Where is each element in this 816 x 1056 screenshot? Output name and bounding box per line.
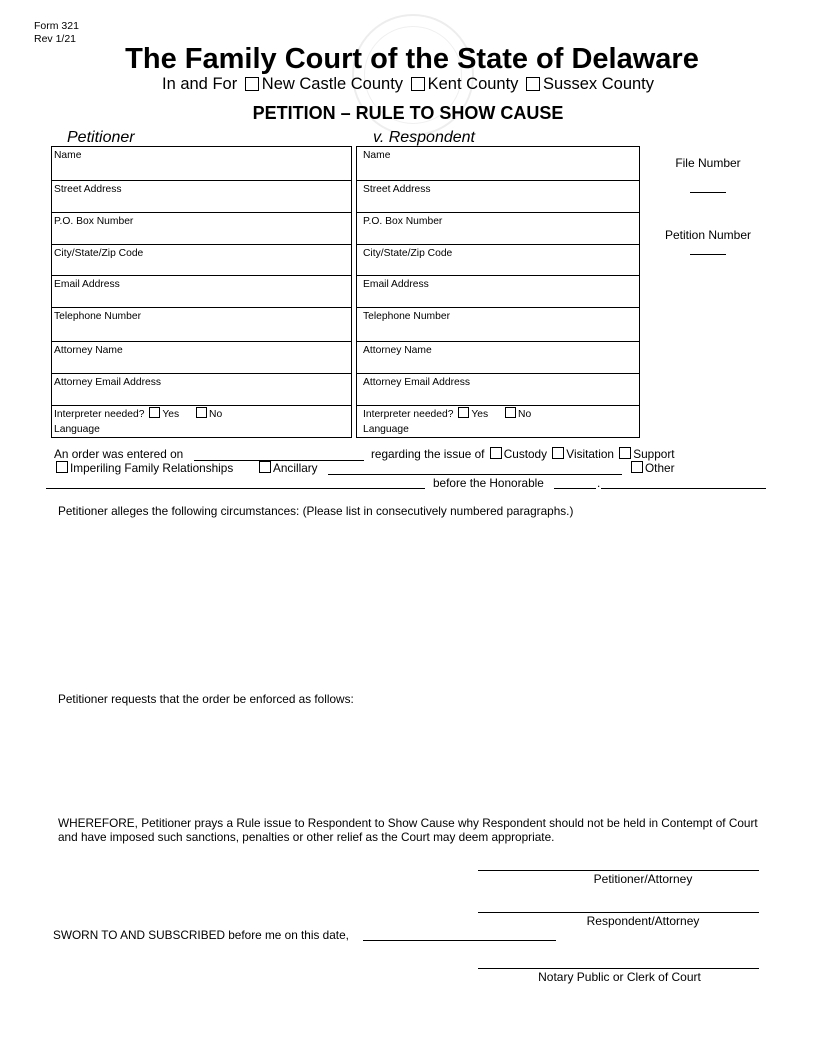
petitioner-name-field[interactable]: Name [54,150,82,161]
file-number-input[interactable] [690,192,726,193]
period: . [597,476,601,490]
respondent-info-box [356,146,640,438]
new-castle-label: New Castle County [261,75,404,93]
petitioner-interpreter-field: Interpreter needed? Yes No Language [52,405,351,437]
sworn-label: SWORN TO AND SUBSCRIBED before me on this date, [53,928,349,942]
petitioner-pobox-field[interactable]: P.O. Box Number [52,212,351,244]
kent-label: Kent County [427,75,519,93]
honorable-line-extension [601,488,766,489]
respondent-email-field[interactable]: Email Address [357,275,639,307]
requests-area[interactable] [58,710,758,806]
petitioner-street-field[interactable]: Street Address [52,180,351,212]
kent-checkbox[interactable] [411,77,425,91]
sussex-checkbox[interactable] [526,77,540,91]
allegations-area[interactable] [58,522,758,682]
imperiling-label: Imperiling Family Relationships [70,461,234,475]
imperiling-checkbox[interactable] [56,461,68,473]
custody-label: Custody [503,447,548,461]
other-checkbox[interactable] [631,461,643,473]
petitioner-heading: Petitioner [67,129,135,146]
respondent-signature-line[interactable] [478,912,759,913]
honorable-label: before the Honorable [433,476,544,490]
requests-text: Petitioner requests that the order be enforced as follows: [58,692,354,706]
wherefore-text: WHEREFORE, Petitioner prays a Rule issue to Respondent to Show Cause why Respondent should not be held in Contempt of Court and have imposed such sanctions, penalties or other relief as the Court may deem appropriate. [58,816,758,844]
ancillary-group [257,461,318,475]
respondent-name-field[interactable]: Name [363,150,391,161]
sworn-date-input[interactable] [363,940,556,941]
petitioner-interpreter-no-checkbox[interactable] [196,407,207,418]
petitioner-signature-line[interactable] [478,870,759,871]
county-prefix: In and For [161,75,238,93]
petitioner-language-field[interactable]: Language [54,424,100,435]
ancillary-checkbox[interactable] [259,461,271,473]
form-revision: Rev 1/21 [34,33,77,45]
other-group [629,461,675,475]
respondent-attorney-email-field[interactable]: Attorney Email Address [357,373,639,405]
petitioner-email-field[interactable]: Email Address [52,275,351,307]
petitioner-phone-field[interactable]: Telephone Number [52,307,351,341]
petition-title: PETITION – RULE TO SHOW CAUSE [252,103,564,123]
respondent-pobox-field[interactable]: P.O. Box Number [357,212,639,244]
respondent-language-field[interactable]: Language [363,424,409,435]
petition-number-input[interactable] [690,254,726,255]
order-issue-group [371,447,675,461]
custody-checkbox[interactable] [490,447,502,459]
form-number: Form 321 [34,20,79,32]
respondent-interpreter-no-checkbox[interactable] [505,407,516,418]
respondent-interpreter-yes-checkbox[interactable] [458,407,469,418]
new-castle-checkbox[interactable] [245,77,259,91]
file-number-label: File Number [675,156,741,170]
respondent-phone-field[interactable]: Telephone Number [357,307,639,341]
respondent-attorney-field[interactable]: Attorney Name [357,341,639,373]
support-checkbox[interactable] [619,447,631,459]
support-label: Support [633,447,675,461]
respondent-city-field[interactable]: City/State/Zip Code [357,244,639,275]
other-label: Other [645,461,675,475]
visitation-label: Visitation [566,447,614,461]
respondent-street-field[interactable]: Street Address [357,180,639,212]
petitioner-info-box [51,146,352,438]
petitioner-interpreter-yes-checkbox[interactable] [149,407,160,418]
court-title: The Family Court of the State of Delaware [125,43,699,75]
ancillary-label: Ancillary [273,461,318,475]
allegations-text: Petitioner alleges the following circumstances: (Please list in consecutively numbered paragraphs.) [58,504,574,518]
notary-signature-label: Notary Public or Clerk of Court [538,970,701,984]
ancillary-input[interactable] [328,474,622,475]
other-input[interactable] [46,488,425,489]
respondent-interpreter-field: Interpreter needed? Yes No Language [357,405,639,437]
honorable-name-input[interactable] [554,488,596,489]
petitioner-attorney-field[interactable]: Attorney Name [52,341,351,373]
respondent-signature-label: Respondent/Attorney [586,914,700,928]
county-selector [0,75,816,94]
petitioner-attorney-email-field[interactable]: Attorney Email Address [52,373,351,405]
sussex-label: Sussex County [543,75,655,93]
order-entered-label: An order was entered on [54,447,184,461]
petitioner-city-field[interactable]: City/State/Zip Code [52,244,351,275]
visitation-checkbox[interactable] [552,447,564,459]
petition-number-label: Petition Number [664,228,752,242]
imperiling-group [54,461,233,475]
respondent-heading: v. Respondent [373,129,475,146]
regarding-label: regarding the issue of [371,447,485,461]
petitioner-signature-label: Petitioner/Attorney [593,872,693,886]
notary-signature-line[interactable] [478,968,759,969]
